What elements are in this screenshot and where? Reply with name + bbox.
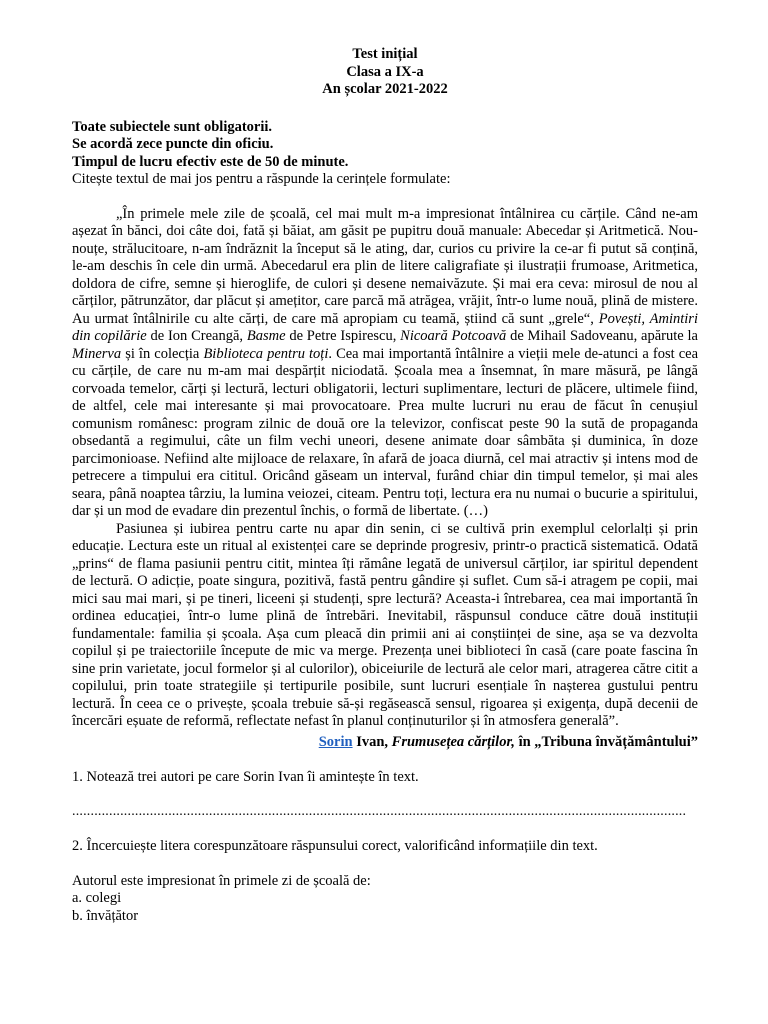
source-citation: Sorin Ivan, Frumusețea cărților, în „Tribuna învățământului” bbox=[318, 733, 698, 750]
question-1: 1. Notează trei autori pe care Sorin Ivan îi amintește în text. bbox=[72, 768, 419, 785]
reading-instruction: Citește textul de mai jos pentru a răspunde la cerințele formulate: bbox=[72, 171, 451, 187]
document-header bbox=[72, 46, 698, 99]
text-paragraph-2: Pasiunea și iubirea pentru carte nu apar din senin, ci se cultivă prin exemplul celorlalți și prin educație. Lectura este un ritual al existenței care se deprinde progresiv, printr-o practică sistematică. Odată „prins“ de flama pasiunii pentru citit, mintea îți rămâne legată de universul cărților, iar spiritul dependent de lectură. O adicție, poate singura, pozitivă, fastă pentru gândire și suflet. Cum să-i atragem pe copii, mai mici sau mai mari, și pe tineri, liceeni și studenți, spre lectură? Aceasta-i întrebarea, cea mai importantă în ordinea educației, într-o lume plină de întrebări. Inevitabil, răspunsul conduce către două instituții fundamentale: familia și școala. Așa cum pleacă din primii ani ai conștiinței de sine, așa se va dezvolta copilul și pe traiectoriile începute de mic va merge. Prezența unei biblioteci în casă (care poate fascina în sine prin varietate, jocul formelor și al culorilor), obiceiurile de lectură ale celor mari, atragerea către citit a copilului, prin toate strategiile și tertipurile posibile, sunt lucruri esențiale în nașterea gustului pentru lectură. În ceea ce o privește, școala trebuie să-și regăsească sensul, rigoarea și exigența, după decenii de încercări eșuate de reformă, reflectate nefast în planul conținuturilor și în atmosfera generală”. bbox=[72, 520, 698, 729]
article-title: Frumusețea cărților, bbox=[391, 733, 515, 750]
school-year: An școlar 2021-2022 bbox=[322, 81, 448, 97]
rule-mandatory: Toate subiectele sunt obligatorii. bbox=[72, 118, 273, 135]
exam-rules bbox=[72, 119, 698, 172]
question-2-prompt: Autorul este impresionat în primele zi de școală de: bbox=[72, 872, 371, 889]
option-b: b. învățător bbox=[72, 907, 139, 924]
answer-line: ...................................................................................................................................................................... bbox=[72, 804, 687, 819]
rule-points: Se acordă zece puncte din oficiu. bbox=[72, 136, 274, 152]
question-2: 2. Încercuiește litera corespunzătoare răspunsului corect, valorificând informațiile din text. bbox=[72, 838, 598, 854]
rule-time: Timpul de lucru efectiv este de 50 de minute. bbox=[72, 153, 349, 170]
author-link[interactable]: Sorin bbox=[318, 733, 353, 750]
class-label: Clasa a IX-a bbox=[346, 63, 424, 80]
option-a: a. colegi bbox=[72, 890, 122, 906]
reading-text bbox=[72, 206, 698, 731]
text-paragraph-1: „În primele mele zile de școală, cel mai mult m-a impresionat întâlnirea cu cărțile. Când ne-am așezat în bănci, doi câte doi, fată și băiat, am găsit pe pupitru două manuale: Abecedar și Aritmetică. Nou-nouțe, strălucitoare, n-am îndrăznit la început să le ating, dar, curios cu privire la ce-ar fi putut să conțină, le-am deschis în cele din urmă. Abecedarul era plin de litere caligrafiate și ilustrații frumoase, Aritmetica, doldora de cifre, semne și hieroglife, de culori și desene nemaivăzute. Și mai era ceva: mirosul de nou al cărților, pătrunzător, dar plăcut și amețitor, care parcă mă atrăgea, vrăjit, într-o lume nouă, plină de mistere. Au urmat întâlnirile cu alte cărți, de care mă apropiam cu teamă, știind că sunt „grele“, Povești, Amintiri din copilărie de Ion Creangă, Basme de Petre Ispirescu, Nicoară Potcoavă de Mihail Sadoveanu, apărute la Minerva și în colecția Biblioteca pentru toți. Cea mai importantă întâlnire a vieții mele de-atunci a fost cea cu cărțile, de care nu m-am mai despărțit niciodată. Școala mea a însemnat, în mare măsură, pe lângă corvoada temelor, cărți și lectură, lecturi obligatorii, lecturi suplimentare, lecturi de plăcere, ultimele fiind, de altfel, cele mai interesante și mai provocatoare. Prea multe lucruri nu erau de făcut în cenușiul comunism românesc: program zilnic de două ore la televizor, confiscat peste 90 la sută de propaganda obsedantă a regimului, câte un film vechi uneori, desene animate doar sâmbăta și duminica, în doze parcimonioase. Nefiind alte mijloace de relaxare, în afară de joaca diurnă, cel mai atractiv și intens mod de petrecere a timpului era cititul. Oricând găseam un interval, furând chiar din timpul temelor, și mai ales seara, până noaptea târziu, la lumina veiozei, citeam. Pentru toți, lectura era nu numai o bucurie a spiritului, dar și un mod de evadare din prezentul închis, o formă de libertate. (…) bbox=[72, 205, 699, 519]
test-title: Test inițial bbox=[352, 46, 418, 62]
